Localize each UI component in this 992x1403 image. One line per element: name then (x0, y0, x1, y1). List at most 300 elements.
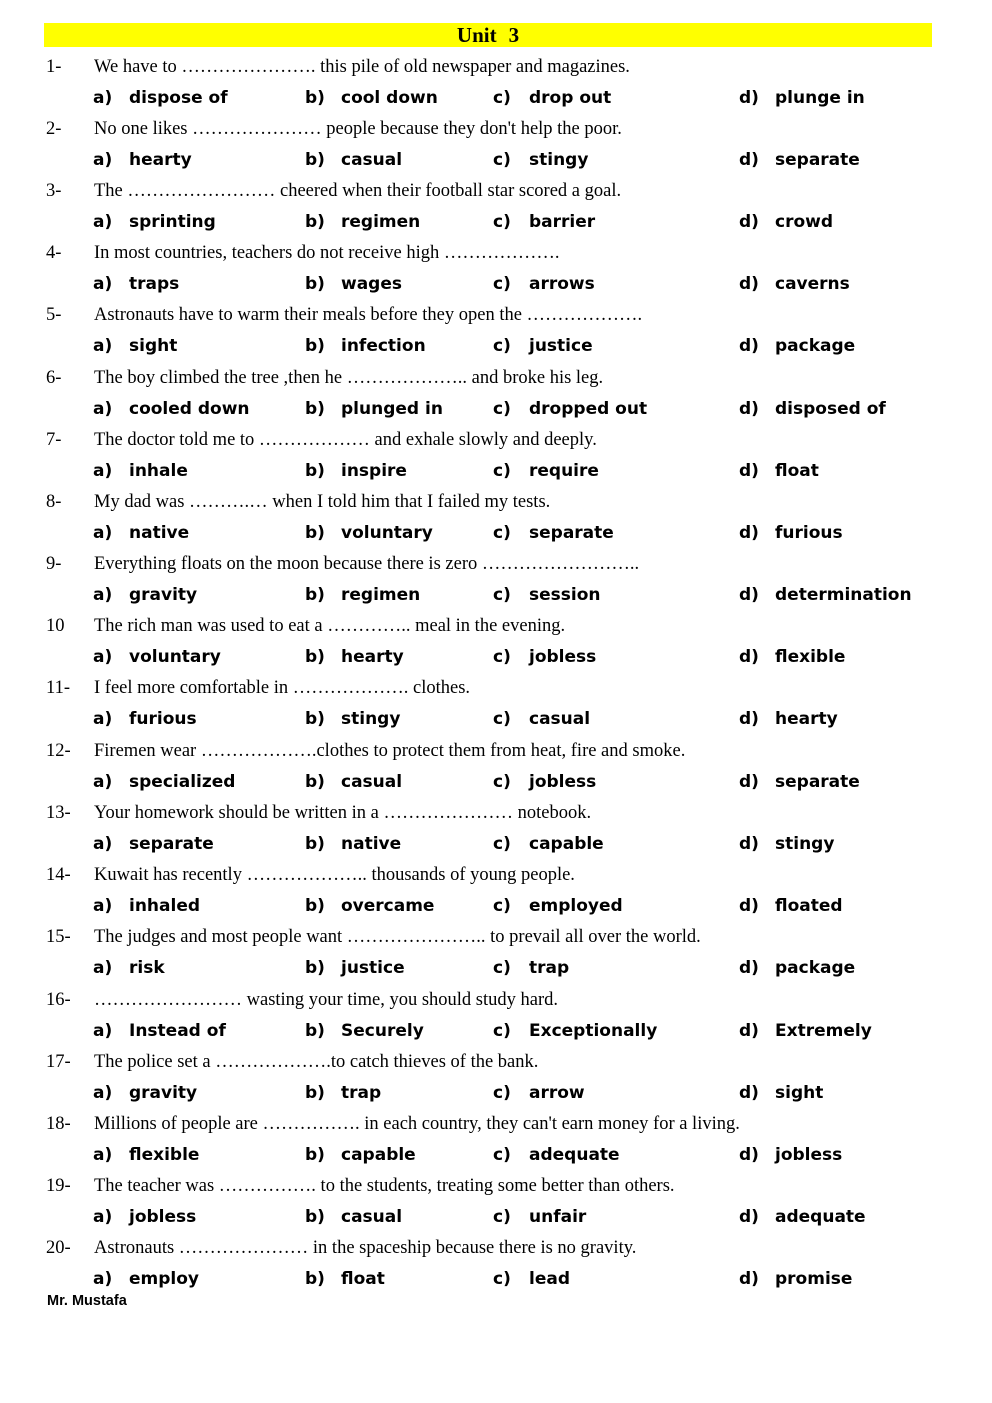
question-number: 3- (46, 181, 62, 201)
option-letter: a) (93, 336, 113, 356)
option-letter: d) (739, 212, 759, 232)
option-a[interactable] (93, 1142, 199, 1168)
option-d[interactable] (739, 644, 845, 670)
option-letter: b) (305, 709, 325, 729)
question-stem: We have to …………………. this pile of old newspaper and magazines. (94, 57, 630, 77)
question-number: 20- (46, 1238, 71, 1258)
option-letter: b) (305, 1083, 325, 1103)
option-d[interactable] (739, 1204, 866, 1230)
option-text: furious (775, 523, 843, 543)
option-text: plunged in (341, 399, 443, 419)
option-letter: a) (93, 834, 113, 854)
option-text: overcame (341, 896, 435, 916)
option-letter: c) (493, 461, 511, 481)
option-b[interactable] (305, 147, 402, 173)
option-c[interactable] (493, 1142, 620, 1168)
option-text: capable (341, 1145, 416, 1165)
option-letter: b) (305, 958, 325, 978)
option-text: stingy (775, 834, 835, 854)
option-b[interactable] (305, 893, 434, 919)
option-letter: d) (739, 1145, 759, 1165)
option-text: inspire (341, 461, 407, 481)
option-text: risk (129, 958, 165, 978)
option-text: trap (529, 958, 570, 978)
option-text: determination (775, 585, 912, 605)
option-letter: b) (305, 212, 325, 232)
option-c[interactable] (493, 396, 647, 422)
option-letter: c) (493, 772, 511, 792)
option-letter: b) (305, 647, 325, 667)
option-letter: c) (493, 212, 511, 232)
question-10 (46, 613, 946, 639)
option-text: drop out (529, 88, 612, 108)
question-17 (46, 1049, 946, 1075)
question-19-options (0, 1204, 992, 1230)
option-text: require (529, 461, 599, 481)
question-15 (46, 924, 946, 950)
option-b[interactable] (305, 955, 405, 981)
option-d[interactable] (739, 582, 912, 608)
option-text: Securely (341, 1021, 424, 1041)
option-text: inhaled (129, 896, 201, 916)
option-letter: c) (493, 88, 511, 108)
question-number: 5- (46, 305, 62, 325)
option-c[interactable] (493, 209, 595, 235)
option-b[interactable] (305, 396, 443, 422)
option-a[interactable] (93, 396, 250, 422)
question-2 (46, 116, 946, 142)
option-c[interactable] (493, 1080, 585, 1106)
option-a[interactable] (93, 209, 216, 235)
option-letter: c) (493, 1083, 511, 1103)
question-number: 15- (46, 927, 71, 947)
option-text: dropped out (529, 399, 648, 419)
option-text: casual (341, 150, 403, 170)
option-text: justice (529, 336, 593, 356)
option-letter: c) (493, 834, 511, 854)
question-number: 6- (46, 368, 62, 388)
option-letter: c) (493, 647, 511, 667)
question-10-options (0, 644, 992, 670)
question-7 (46, 427, 946, 453)
option-letter: d) (739, 1083, 759, 1103)
option-letter: b) (305, 274, 325, 294)
option-letter: a) (93, 1145, 113, 1165)
question-stem: My dad was ……….… when I told him that I failed my tests. (94, 492, 551, 512)
option-a[interactable] (93, 955, 165, 981)
option-text: trap (341, 1083, 382, 1103)
option-d[interactable] (739, 520, 843, 546)
question-20 (46, 1235, 946, 1261)
option-letter: a) (93, 274, 113, 294)
option-text: package (775, 958, 856, 978)
question-8-options (0, 520, 992, 546)
option-text: stingy (529, 150, 589, 170)
option-a[interactable] (93, 85, 228, 111)
question-stem: The police set a ……………….to catch thieves of the bank. (94, 1052, 539, 1072)
option-a[interactable] (93, 1080, 197, 1106)
option-letter: d) (739, 150, 759, 170)
option-text: employ (129, 1269, 200, 1289)
option-a[interactable] (93, 333, 177, 359)
option-letter: d) (739, 461, 759, 481)
option-a[interactable] (93, 893, 200, 919)
question-15-options (0, 955, 992, 981)
option-letter: d) (739, 399, 759, 419)
option-letter: b) (305, 336, 325, 356)
question-14 (46, 862, 946, 888)
option-letter: d) (739, 1269, 759, 1289)
question-6 (46, 365, 946, 391)
option-text: barrier (529, 212, 596, 232)
option-letter: b) (305, 1021, 325, 1041)
option-letter: d) (739, 709, 759, 729)
option-c[interactable] (493, 706, 590, 732)
option-text: cool down (341, 88, 438, 108)
question-number: 7- (46, 430, 62, 450)
option-text: dispose of (129, 88, 228, 108)
option-a[interactable] (93, 271, 179, 297)
option-letter: c) (493, 150, 511, 170)
option-c[interactable] (493, 85, 611, 111)
question-number: 18- (46, 1114, 71, 1134)
option-text: jobless (129, 1207, 197, 1227)
option-letter: a) (93, 523, 113, 543)
author-name: Mr. Mustafa (47, 1293, 127, 1309)
option-text: package (775, 336, 856, 356)
question-stem: Everything floats on the moon because there is zero …………………….. (94, 554, 640, 574)
option-b[interactable] (305, 644, 404, 670)
option-text: session (529, 585, 601, 605)
option-d[interactable] (739, 769, 860, 795)
option-letter: b) (305, 772, 325, 792)
option-a[interactable] (93, 769, 235, 795)
option-letter: a) (93, 709, 113, 729)
option-letter: c) (493, 336, 511, 356)
question-number: 16- (46, 990, 71, 1010)
option-d[interactable] (739, 1142, 842, 1168)
option-letter: c) (493, 1269, 511, 1289)
option-letter: d) (739, 585, 759, 605)
question-13 (46, 800, 946, 826)
option-text: infection (341, 336, 426, 356)
option-letter: a) (93, 1083, 113, 1103)
option-text: casual (341, 772, 403, 792)
question-19 (46, 1173, 946, 1199)
option-letter: a) (93, 585, 113, 605)
option-text: separate (529, 523, 614, 543)
question-stem: The judges and most people want ………………….. to prevail all over the world. (94, 927, 701, 947)
option-text: cooled down (129, 399, 250, 419)
question-20-options (0, 1266, 992, 1292)
option-d[interactable] (739, 333, 855, 359)
option-text: arrows (529, 274, 595, 294)
option-text: flexible (775, 647, 846, 667)
question-14-options (0, 893, 992, 919)
option-text: gravity (129, 1083, 198, 1103)
option-letter: a) (93, 1021, 113, 1041)
option-letter: d) (739, 1207, 759, 1227)
option-text: furious (129, 709, 197, 729)
option-a[interactable] (93, 582, 197, 608)
option-a[interactable] (93, 520, 189, 546)
question-number: 11- (46, 678, 70, 698)
option-letter: d) (739, 88, 759, 108)
question-stem: The rich man was used to eat a ………….. meal in the evening. (94, 616, 566, 636)
option-b[interactable] (305, 1080, 381, 1106)
option-text: gravity (129, 585, 198, 605)
question-4 (46, 240, 946, 266)
option-c[interactable] (493, 893, 623, 919)
question-9 (46, 551, 946, 577)
question-1 (46, 54, 946, 80)
question-4-options (0, 271, 992, 297)
option-text: regimen (341, 212, 421, 232)
option-c[interactable] (493, 458, 599, 484)
question-18-options (0, 1142, 992, 1168)
option-b[interactable] (305, 333, 426, 359)
question-8 (46, 489, 946, 515)
question-stem: …………………… wasting your time, you should study hard. (94, 990, 559, 1010)
option-d[interactable] (739, 458, 819, 484)
option-letter: c) (493, 1207, 511, 1227)
option-a[interactable] (93, 831, 214, 857)
option-c[interactable] (493, 271, 595, 297)
option-text: regimen (341, 585, 421, 605)
option-letter: c) (493, 399, 511, 419)
question-number: 10 (46, 616, 65, 636)
option-letter: b) (305, 1207, 325, 1227)
option-d[interactable] (739, 831, 834, 857)
option-letter: a) (93, 212, 113, 232)
option-letter: c) (493, 1145, 511, 1165)
option-a[interactable] (93, 644, 221, 670)
question-number: 17- (46, 1052, 71, 1072)
option-letter: a) (93, 150, 113, 170)
option-text: capable (529, 834, 604, 854)
option-text: justice (341, 958, 405, 978)
option-c[interactable] (493, 333, 593, 359)
option-text: caverns (775, 274, 850, 294)
question-12 (46, 738, 946, 764)
unit-title-bar (44, 23, 932, 47)
option-d[interactable] (739, 1080, 823, 1106)
question-stem: Kuwait has recently ……………….. thousands of young people. (94, 865, 575, 885)
option-a[interactable] (93, 706, 197, 732)
option-letter: d) (739, 336, 759, 356)
option-b[interactable] (305, 831, 401, 857)
option-d[interactable] (739, 1018, 872, 1044)
question-11 (46, 675, 946, 701)
option-text: flexible (129, 1145, 200, 1165)
option-c[interactable] (493, 582, 601, 608)
option-letter: a) (93, 772, 113, 792)
option-text: arrow (529, 1083, 585, 1103)
option-letter: a) (93, 958, 113, 978)
option-letter: a) (93, 399, 113, 419)
option-letter: c) (493, 585, 511, 605)
option-text: jobless (529, 772, 597, 792)
option-text: adequate (529, 1145, 620, 1165)
option-d[interactable] (739, 396, 886, 422)
option-c[interactable] (493, 1018, 657, 1044)
question-1-options (0, 85, 992, 111)
option-b[interactable] (305, 1142, 416, 1168)
option-b[interactable] (305, 582, 420, 608)
option-text: float (341, 1269, 385, 1289)
question-3-options (0, 209, 992, 235)
option-a[interactable] (93, 1018, 226, 1044)
option-letter: b) (305, 399, 325, 419)
option-b[interactable] (305, 1018, 424, 1044)
option-b[interactable] (305, 458, 407, 484)
question-stem: Astronauts ………………… in the spaceship because there is no gravity. (94, 1238, 637, 1258)
option-b[interactable] (305, 1204, 402, 1230)
unit-word: Unit (456, 23, 497, 47)
option-text: sight (129, 336, 178, 356)
option-d[interactable] (739, 209, 833, 235)
option-letter: a) (93, 647, 113, 667)
option-a[interactable] (93, 147, 192, 173)
option-c[interactable] (493, 147, 588, 173)
option-letter: c) (493, 896, 511, 916)
question-number: 13- (46, 803, 71, 823)
option-letter: d) (739, 1021, 759, 1041)
option-letter: c) (493, 958, 511, 978)
option-b[interactable] (305, 85, 438, 111)
option-text: lead (529, 1269, 570, 1289)
question-stem: I feel more comfortable in ………………. clothes. (94, 678, 471, 698)
option-text: adequate (775, 1207, 866, 1227)
option-letter: b) (305, 523, 325, 543)
question-number: 2- (46, 119, 62, 139)
option-c[interactable] (493, 520, 614, 546)
question-6-options (0, 396, 992, 422)
option-text: Instead of (129, 1021, 226, 1041)
option-c[interactable] (493, 1266, 570, 1292)
option-text: separate (775, 150, 860, 170)
option-c[interactable] (493, 955, 569, 981)
option-letter: b) (305, 461, 325, 481)
option-d[interactable] (739, 1266, 852, 1292)
option-letter: b) (305, 150, 325, 170)
question-stem: The doctor told me to ……………… and exhale slowly and deeply. (94, 430, 597, 450)
option-letter: b) (305, 1145, 325, 1165)
question-number: 14- (46, 865, 71, 885)
question-stem: The teacher was ……………. to the students, treating some better than others. (94, 1176, 675, 1196)
option-a[interactable] (93, 1204, 196, 1230)
question-7-options (0, 458, 992, 484)
question-13-options (0, 831, 992, 857)
option-text: traps (129, 274, 180, 294)
option-b[interactable] (305, 271, 402, 297)
option-text: hearty (341, 647, 404, 667)
option-text: native (129, 523, 190, 543)
option-text: wages (341, 274, 402, 294)
option-letter: b) (305, 88, 325, 108)
option-text: casual (341, 1207, 403, 1227)
option-letter: b) (305, 1269, 325, 1289)
question-stem: In most countries, teachers do not receive high ………………. (94, 243, 560, 263)
option-a[interactable] (93, 1266, 199, 1292)
option-d[interactable] (739, 893, 843, 919)
option-text: sight (775, 1083, 824, 1103)
option-letter: d) (739, 958, 759, 978)
option-text: stingy (341, 709, 401, 729)
option-d[interactable] (739, 85, 865, 111)
question-number: 1- (46, 57, 62, 77)
option-b[interactable] (305, 209, 420, 235)
option-letter: a) (93, 88, 113, 108)
option-text: promise (775, 1269, 853, 1289)
question-11-options (0, 706, 992, 732)
question-number: 12- (46, 741, 71, 761)
option-c[interactable] (493, 1204, 586, 1230)
option-letter: b) (305, 585, 325, 605)
question-17-options (0, 1080, 992, 1106)
question-2-options (0, 147, 992, 173)
option-letter: d) (739, 772, 759, 792)
option-text: hearty (775, 709, 838, 729)
option-letter: c) (493, 709, 511, 729)
option-text: voluntary (129, 647, 221, 667)
option-text: Extremely (775, 1021, 872, 1041)
option-letter: d) (739, 834, 759, 854)
option-d[interactable] (739, 955, 855, 981)
question-18 (46, 1111, 946, 1137)
option-d[interactable] (739, 147, 860, 173)
question-stem: Astronauts have to warm their meals before they open the ………………. (94, 305, 643, 325)
option-letter: c) (493, 1021, 511, 1041)
option-text: inhale (129, 461, 188, 481)
option-letter: c) (493, 274, 511, 294)
question-5-options (0, 333, 992, 359)
option-text: crowd (775, 212, 834, 232)
option-letter: a) (93, 1207, 113, 1227)
option-letter: c) (493, 523, 511, 543)
option-a[interactable] (93, 458, 188, 484)
option-c[interactable] (493, 831, 604, 857)
option-b[interactable] (305, 520, 433, 546)
question-number: 9- (46, 554, 62, 574)
question-stem: Millions of people are ……………. in each country, they can't earn money for a living. (94, 1114, 740, 1134)
option-text: floated (775, 896, 843, 916)
option-b[interactable] (305, 1266, 385, 1292)
option-d[interactable] (739, 706, 838, 732)
option-letter: d) (739, 896, 759, 916)
option-letter: b) (305, 896, 325, 916)
option-text: unfair (529, 1207, 587, 1227)
option-c[interactable] (493, 644, 596, 670)
option-text: specialized (129, 772, 236, 792)
option-d[interactable] (739, 271, 850, 297)
unit-number: 3 (508, 23, 520, 47)
option-text: separate (129, 834, 214, 854)
option-b[interactable] (305, 769, 402, 795)
question-5 (46, 302, 946, 328)
option-text: disposed of (775, 399, 886, 419)
option-text: float (775, 461, 819, 481)
option-c[interactable] (493, 769, 596, 795)
question-16 (46, 987, 946, 1013)
option-b[interactable] (305, 706, 400, 732)
option-letter: a) (93, 1269, 113, 1289)
option-text: employed (529, 896, 623, 916)
question-9-options (0, 582, 992, 608)
question-number: 19- (46, 1176, 71, 1196)
question-stem: Your homework should be written in a ………………… notebook. (94, 803, 592, 823)
option-text: casual (529, 709, 591, 729)
